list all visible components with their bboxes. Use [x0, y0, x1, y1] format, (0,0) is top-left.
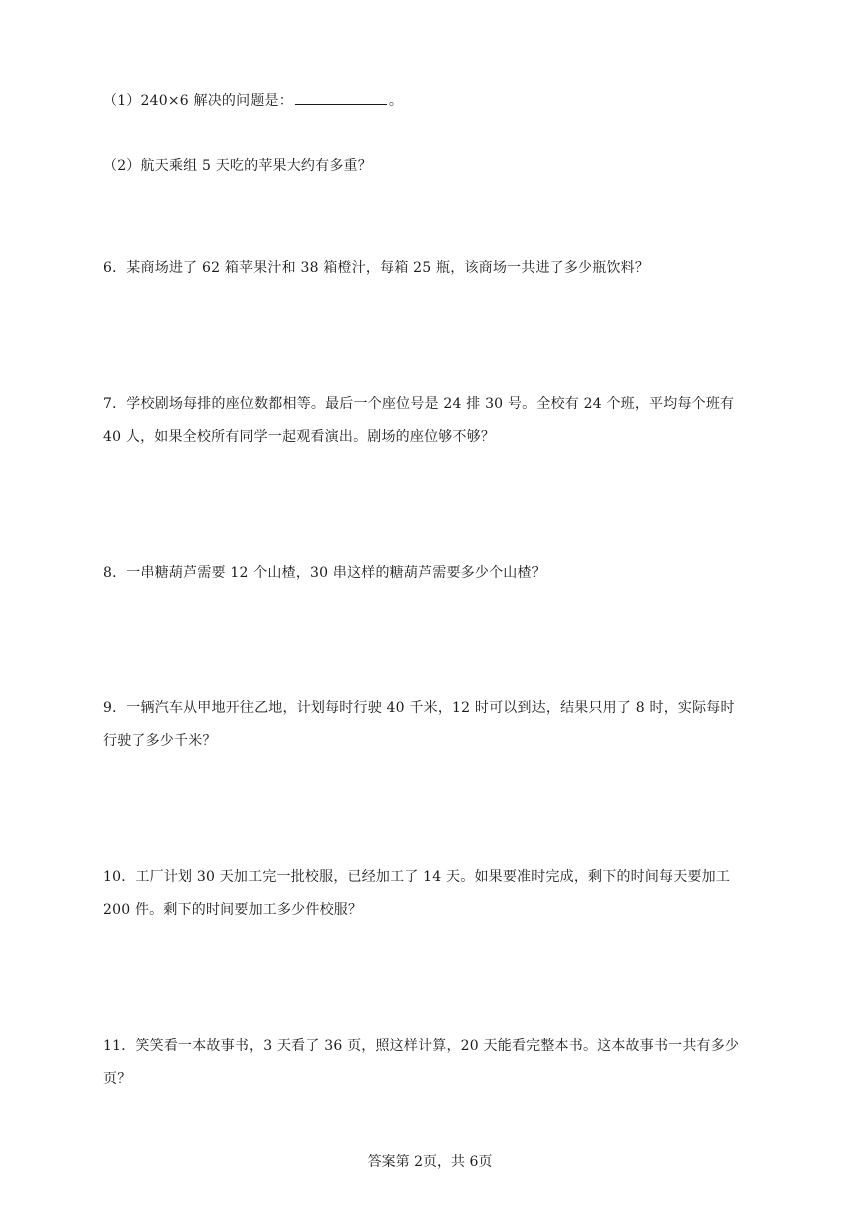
sub-question-1-end: 。 — [388, 93, 404, 109]
question-11-line-2: 页？ — [103, 1071, 132, 1087]
question-11-line-1: 11．笑笑看一本故事书，3 天看了 36 页，照这样计算，20 天能看完整本书。这本故事书一共有多少 — [103, 1038, 740, 1054]
page-footer: 答案第 2页，共 6页 — [367, 1154, 493, 1170]
question-9-line-1: 9．一辆汽车从甲地开往乙地，计划每时行驶 40 千米，12 时可以到达，结果只用了 8 时，实际每时 — [103, 700, 735, 716]
question-7-line-1: 7．学校剧场每排的座位数都相等。最后一个座位号是 24 排 30 号。全校有 24 个班，平均每个班有 — [103, 396, 735, 412]
question-9-line-2: 行驶了多少千米？ — [103, 733, 217, 749]
question-10-line-1: 10．工厂计划 30 天加工完一批校服，已经加工了 14 天。如果要准时完成，剩下的时间每天要加工 — [103, 869, 731, 885]
question-8: 8．一串糖葫芦需要 12 个山楂，30 串这样的糖葫芦需要多少个山楂？ — [103, 565, 546, 581]
sub-question-1-text: （1）240×6 解决的问题是： — [103, 93, 293, 109]
question-10-line-2: 200 件。剩下的时间要加工多少件校服？ — [103, 902, 363, 918]
answer-blank — [295, 92, 387, 105]
question-7-line-2: 40 人，如果全校所有同学一起观看演出。剧场的座位够不够？ — [103, 429, 496, 445]
sub-question-1 — [103, 92, 403, 109]
question-6: 6．某商场进了 62 箱苹果汁和 38 箱橙汁，每箱 25 瓶，该商场一共进了多少瓶饮料？ — [103, 260, 650, 276]
sub-question-2: （2）航天乘组 5 天吃的苹果大约有多重？ — [103, 158, 372, 174]
